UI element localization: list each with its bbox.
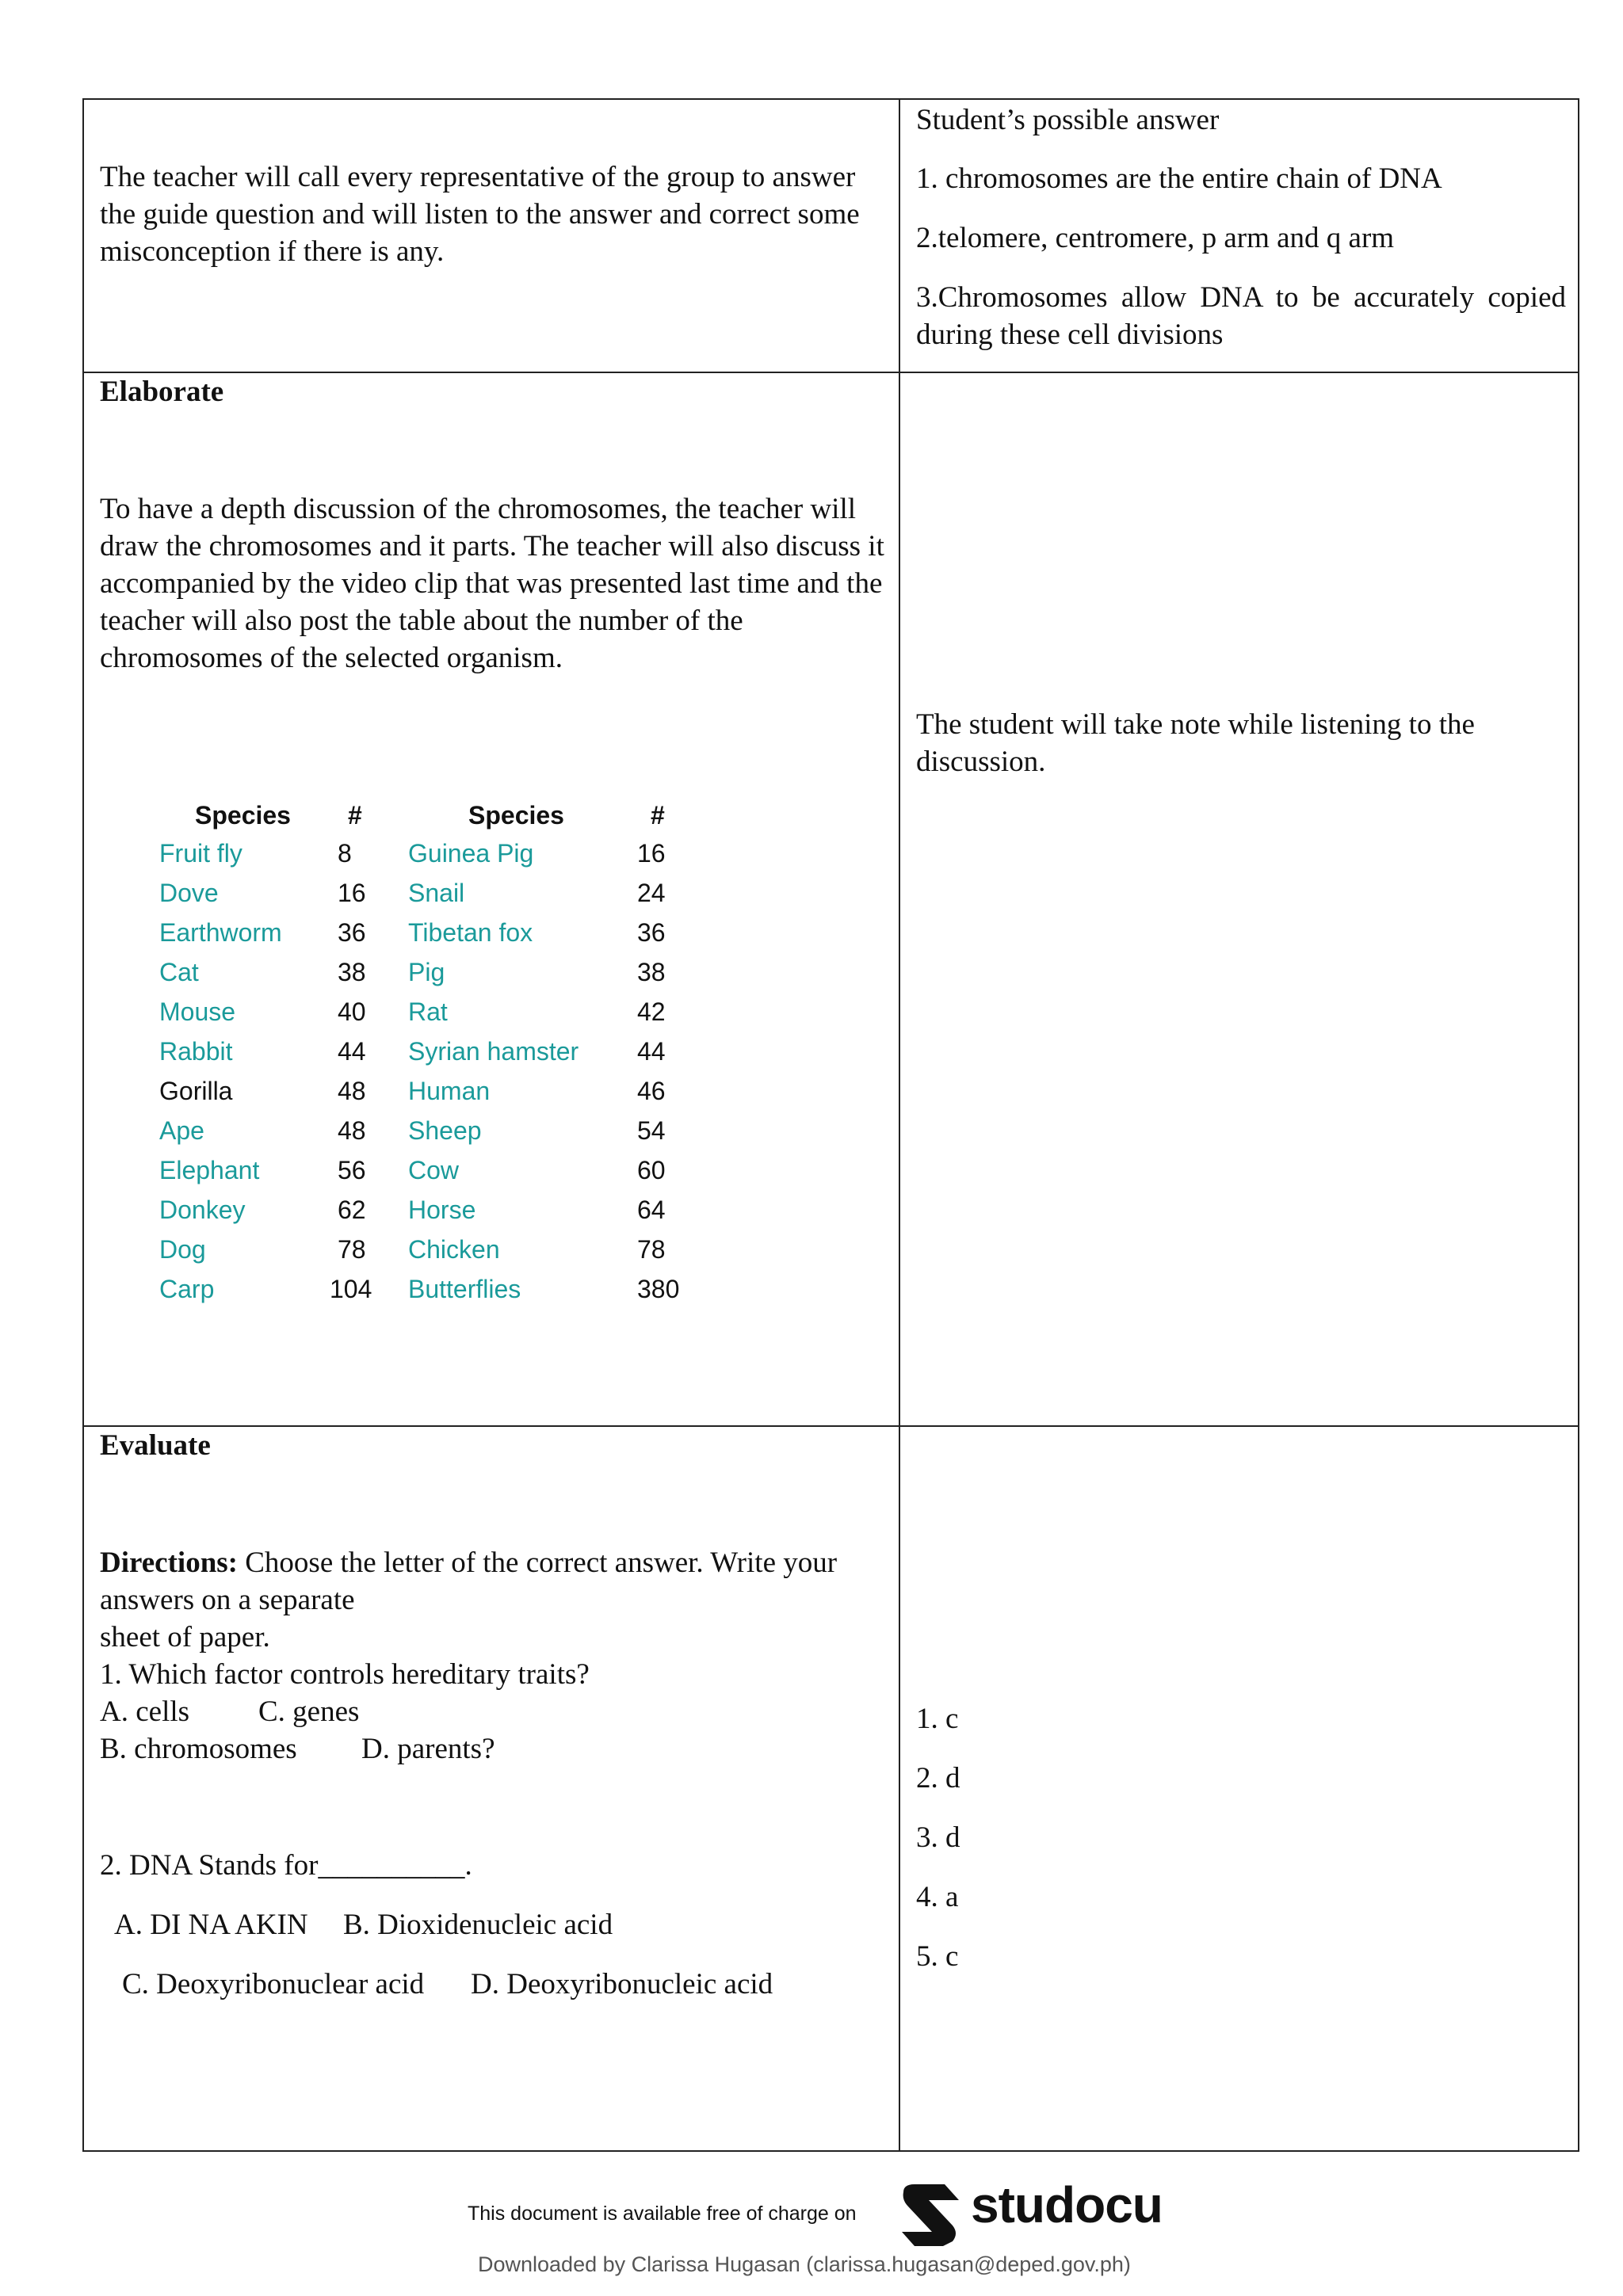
row-explain xyxy=(84,100,1578,373)
question-1: 1. Which factor controls hereditary traits? xyxy=(100,1658,590,1691)
chromosome-count: 380 xyxy=(637,1275,680,1303)
species-name: Snail xyxy=(408,879,465,907)
teacher-activity-text: The teacher will call every representative of the group to answer the guide question and will listen to the answer and correct some misconception if there is any. xyxy=(100,161,860,268)
choice: D. parents? xyxy=(361,1733,495,1765)
footer-downloaded-text: Downloaded by Clarissa Hugasan (clarissa.hugasan@deped.gov.ph) xyxy=(478,2252,1131,2276)
table-header-species: Species xyxy=(195,801,291,830)
elaborate-right-cell xyxy=(900,373,1578,1425)
row-evaluate xyxy=(84,1427,1578,2150)
table-header-species: Species xyxy=(468,801,564,830)
directions-text: Choose the letter of the correct answer. Write your xyxy=(238,1547,838,1579)
chromosome-count: 42 xyxy=(637,997,666,1026)
choice: C. Deoxyribonuclear acid xyxy=(122,1968,425,2000)
lesson-table xyxy=(82,98,1579,2152)
species-name: Chicken xyxy=(408,1235,500,1264)
chromosome-count: 78 xyxy=(637,1235,666,1264)
chromosome-count: 38 xyxy=(338,958,366,986)
choice: A. cells xyxy=(100,1695,190,1728)
species-name: Dog xyxy=(159,1235,206,1264)
choice: C. genes xyxy=(258,1695,360,1728)
table-header-count: # xyxy=(348,801,362,830)
chromosome-count: 8 xyxy=(338,839,352,868)
chromosome-count: 48 xyxy=(338,1116,366,1145)
row-elaborate xyxy=(84,373,1578,1427)
chromosome-count: 64 xyxy=(637,1196,666,1224)
directions-line: answers on a separate xyxy=(100,1584,355,1616)
chromosome-count: 38 xyxy=(637,958,666,986)
answer-item: 1. chromosomes are the entire chain of DNA xyxy=(916,162,1442,195)
species-name: Fruit fly xyxy=(159,839,242,868)
chromosome-count: 54 xyxy=(637,1116,666,1145)
choice: B. chromosomes xyxy=(100,1733,297,1765)
species-name: Gorilla xyxy=(159,1077,233,1105)
table-header-count: # xyxy=(651,801,665,830)
answer-key-item: 3. d xyxy=(916,1821,960,1854)
species-name: Cat xyxy=(159,958,199,986)
footer-available-text: This document is available free of charge on xyxy=(468,2203,857,2225)
species-name: Rabbit xyxy=(159,1037,233,1066)
chromosome-count: 44 xyxy=(338,1037,366,1066)
chromosome-count: 46 xyxy=(637,1077,666,1105)
chromosome-count: 78 xyxy=(338,1235,366,1264)
answer-item: 3.Chromosomes allow DNA to be accurately copied during these cell divisions xyxy=(916,281,1566,351)
species-name: Cow xyxy=(408,1156,460,1184)
species-name: Dove xyxy=(159,879,219,907)
species-name: Pig xyxy=(408,958,445,986)
row1-left-cell xyxy=(84,100,900,372)
chromosome-count: 16 xyxy=(338,879,366,907)
species-name: Ape xyxy=(159,1116,204,1145)
chromosome-count: 36 xyxy=(338,918,366,947)
question-2-text: 2. DNA Stands for xyxy=(100,1849,319,1882)
student-answer-title: Student’s possible answer xyxy=(916,104,1220,136)
chromosome-count: 40 xyxy=(338,997,366,1026)
answer-key-item: 4. a xyxy=(916,1881,959,1913)
evaluate-left-cell xyxy=(84,1427,900,2150)
directions-line: sheet of paper. xyxy=(100,1621,270,1653)
species-name: Carp xyxy=(159,1275,215,1303)
answer-key-item: 5. c xyxy=(916,1940,959,1973)
chromosome-count: 56 xyxy=(338,1156,366,1184)
chromosome-count: 36 xyxy=(637,918,666,947)
row1-right-cell xyxy=(900,100,1578,372)
elaborate-left-cell xyxy=(84,373,900,1425)
species-name: Donkey xyxy=(159,1196,246,1224)
species-name: Butterflies xyxy=(408,1275,521,1303)
answer-key-item: 2. d xyxy=(916,1762,960,1794)
studocu-brand-text[interactable]: studocu xyxy=(971,2176,1163,2233)
elaborate-heading: Elaborate xyxy=(100,376,224,408)
studocu-logo-icon[interactable] xyxy=(897,2181,964,2248)
chromosome-count: 60 xyxy=(637,1156,666,1184)
species-name: Syrian hamster xyxy=(408,1037,579,1066)
species-name: Sheep xyxy=(408,1116,482,1145)
species-name: Elephant xyxy=(159,1156,260,1184)
species-name: Tibetan fox xyxy=(408,918,533,947)
species-name: Mouse xyxy=(159,997,236,1026)
evaluate-right-cell xyxy=(900,1427,1578,2150)
species-name: Horse xyxy=(408,1196,476,1224)
chromosome-count: 62 xyxy=(338,1196,366,1224)
chromosome-count: 48 xyxy=(338,1077,366,1105)
species-name: Human xyxy=(408,1077,491,1105)
choice: A. DI NA AKIN xyxy=(114,1909,308,1941)
answer-blank: __________. xyxy=(318,1849,472,1882)
species-name: Guinea Pig xyxy=(408,839,534,868)
species-name: Earthworm xyxy=(159,918,282,947)
answer-key-item: 1. c xyxy=(916,1703,959,1735)
student-activity-text: The student will take note while listening to the discussion. xyxy=(916,708,1475,778)
evaluate-heading: Evaluate xyxy=(100,1429,211,1462)
question-2 xyxy=(100,1847,472,1884)
choice: D. Deoxyribonucleic acid xyxy=(471,1968,773,2000)
directions-label: Directions: xyxy=(100,1547,238,1579)
chromosome-count: 104 xyxy=(330,1275,372,1303)
directions-line xyxy=(100,1544,837,1581)
chromosome-count: 44 xyxy=(637,1037,666,1066)
choice: B. Dioxidenucleic acid xyxy=(343,1909,613,1941)
species-name: Rat xyxy=(408,997,448,1026)
chromosome-count: 24 xyxy=(637,879,666,907)
elaborate-text: To have a depth discussion of the chromosomes, the teacher will draw the chromosomes and it parts. The teacher will also discuss it accompanied by the video clip that was presented last time and the teacher will also post the table about the number of the chromosomes of the selected organism. xyxy=(100,493,884,674)
answer-item: 2.telomere, centromere, p arm and q arm xyxy=(916,222,1395,254)
chromosome-count: 16 xyxy=(637,839,666,868)
